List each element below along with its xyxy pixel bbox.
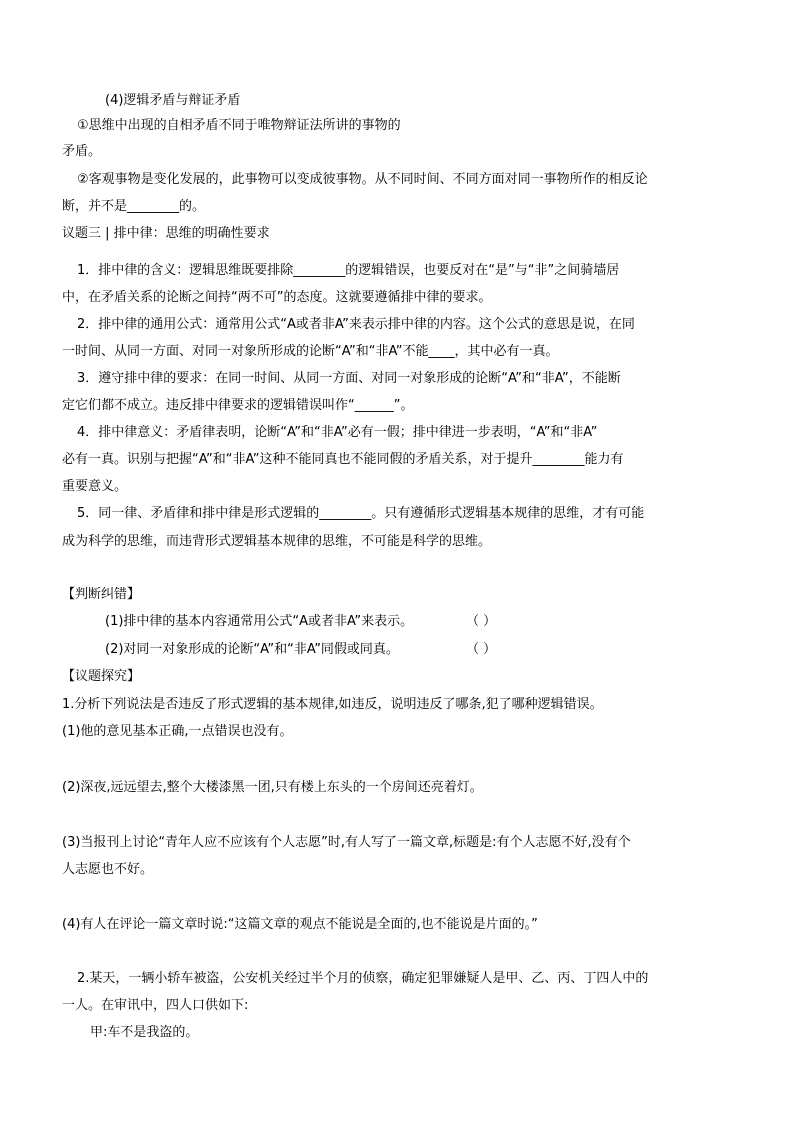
paragraph-line: 必有一真。识别与把握“A”和“非A”这种不能同真也不能同假的矛盾关系，对于提升________能力有 (62, 452, 624, 467)
question-text: 一人。在审讯中，四人口供如下: (62, 998, 249, 1013)
paragraph-line: 2．排中律的通用公式：通常用公式“A或者非A”来表示排中律的内容。这个公式的意思是说，在同 (77, 317, 635, 332)
paragraph-line: 5．同一律、矛盾律和排中律是形式逻辑的________。只有遵循形式逻辑基本规律的思维，才有可能 (77, 506, 645, 521)
statement-item: 人志愿也不好。 (62, 862, 154, 877)
paragraph-line: 4．排中律意义：矛盾律表明，论断“A”和“非A”必有一假；排中律进一步表明，“A”和“非A” (77, 425, 598, 440)
paragraph-line: 定它们都不成立。违反排中律要求的逻辑错误叫作“______”。 (62, 398, 414, 413)
paragraph-line: 中，在矛盾关系的论断之间持“两不可”的态度。这就要遵循排中律的要求。 (62, 290, 492, 305)
answer-parentheses: （ ） (466, 642, 497, 657)
judge-question: (2)对同一对象形成的论断“A”和“非A”同假或同真。 (105, 642, 399, 657)
question-intro: 1.分析下列说法是否违反了形式逻辑的基本规律,如违反，说明违反了哪条,犯了哪种逻辑错误。 (62, 697, 603, 712)
section-title: 【议题探究】 (62, 669, 141, 684)
statement-item: (1)他的意见基本正确,一点错误也没有。 (62, 724, 293, 739)
paragraph-line: 1．排中律的含义：逻辑思维既要排除________的逻辑错误，也要反对在“是”与“非”之间骑墙居 (77, 263, 620, 278)
paragraph-line: 3．遵守排中律的要求：在同一时间、从同一方面、对同一对象形成的论断“A”和“非A”，不能断 (77, 371, 621, 386)
paragraph-line: ②客观事物是变化发展的，此事物可以变成彼事物。从不同时间、不同方面对同一事物所作的相反论 (77, 172, 648, 187)
testimony-line: 甲:车不是我盗的。 (90, 1025, 199, 1040)
statement-item: (2)深夜,远远望去,整个大楼漆黑一团,只有楼上东头的一个房间还亮着灯。 (62, 780, 483, 795)
judge-question: (1)排中律的基本内容通常用公式“A或者非A”来表示。 (105, 614, 414, 629)
statement-item: (4)有人在评论一篇文章时说:“这篇文章的观点不能说是全面的,也不能说是片面的。” (62, 917, 538, 932)
answer-parentheses: （ ） (466, 614, 497, 629)
paragraph-line: 矛盾。 (62, 144, 102, 159)
paragraph-line: 成为科学的思维，而违背形式逻辑基本规律的思维，不可能是科学的思维。 (62, 534, 492, 549)
paragraph-line: ①思维中出现的自相矛盾不同于唯物辩证法所讲的事物的 (77, 118, 401, 133)
topic-title: 议题三 | 排中律：思维的明确性要求 (62, 226, 270, 241)
section-title: 【判断纠错】 (62, 587, 141, 602)
statement-item: (3)当报刊上讨论“青年人应不应该有个人志愿”时,有人写了一篇文章,标题是:有个人志愿不好,没有个 (62, 835, 631, 850)
paragraph-line: 断，并不是________的。 (62, 199, 206, 214)
paragraph-line: 一时间、从同一方面、对同一对象所形成的论断“A”和“非A”不能____，其中必有一真。 (62, 344, 559, 359)
paragraph-line: 重要意义。 (62, 479, 128, 494)
section-heading: (4)逻辑矛盾与辩证矛盾 (105, 93, 241, 108)
question-text: 2.某天，一辆小轿车被盗，公安机关经过半个月的侦察，确定犯罪嫌疑人是甲、乙、丙、丁四人中的 (77, 971, 649, 986)
